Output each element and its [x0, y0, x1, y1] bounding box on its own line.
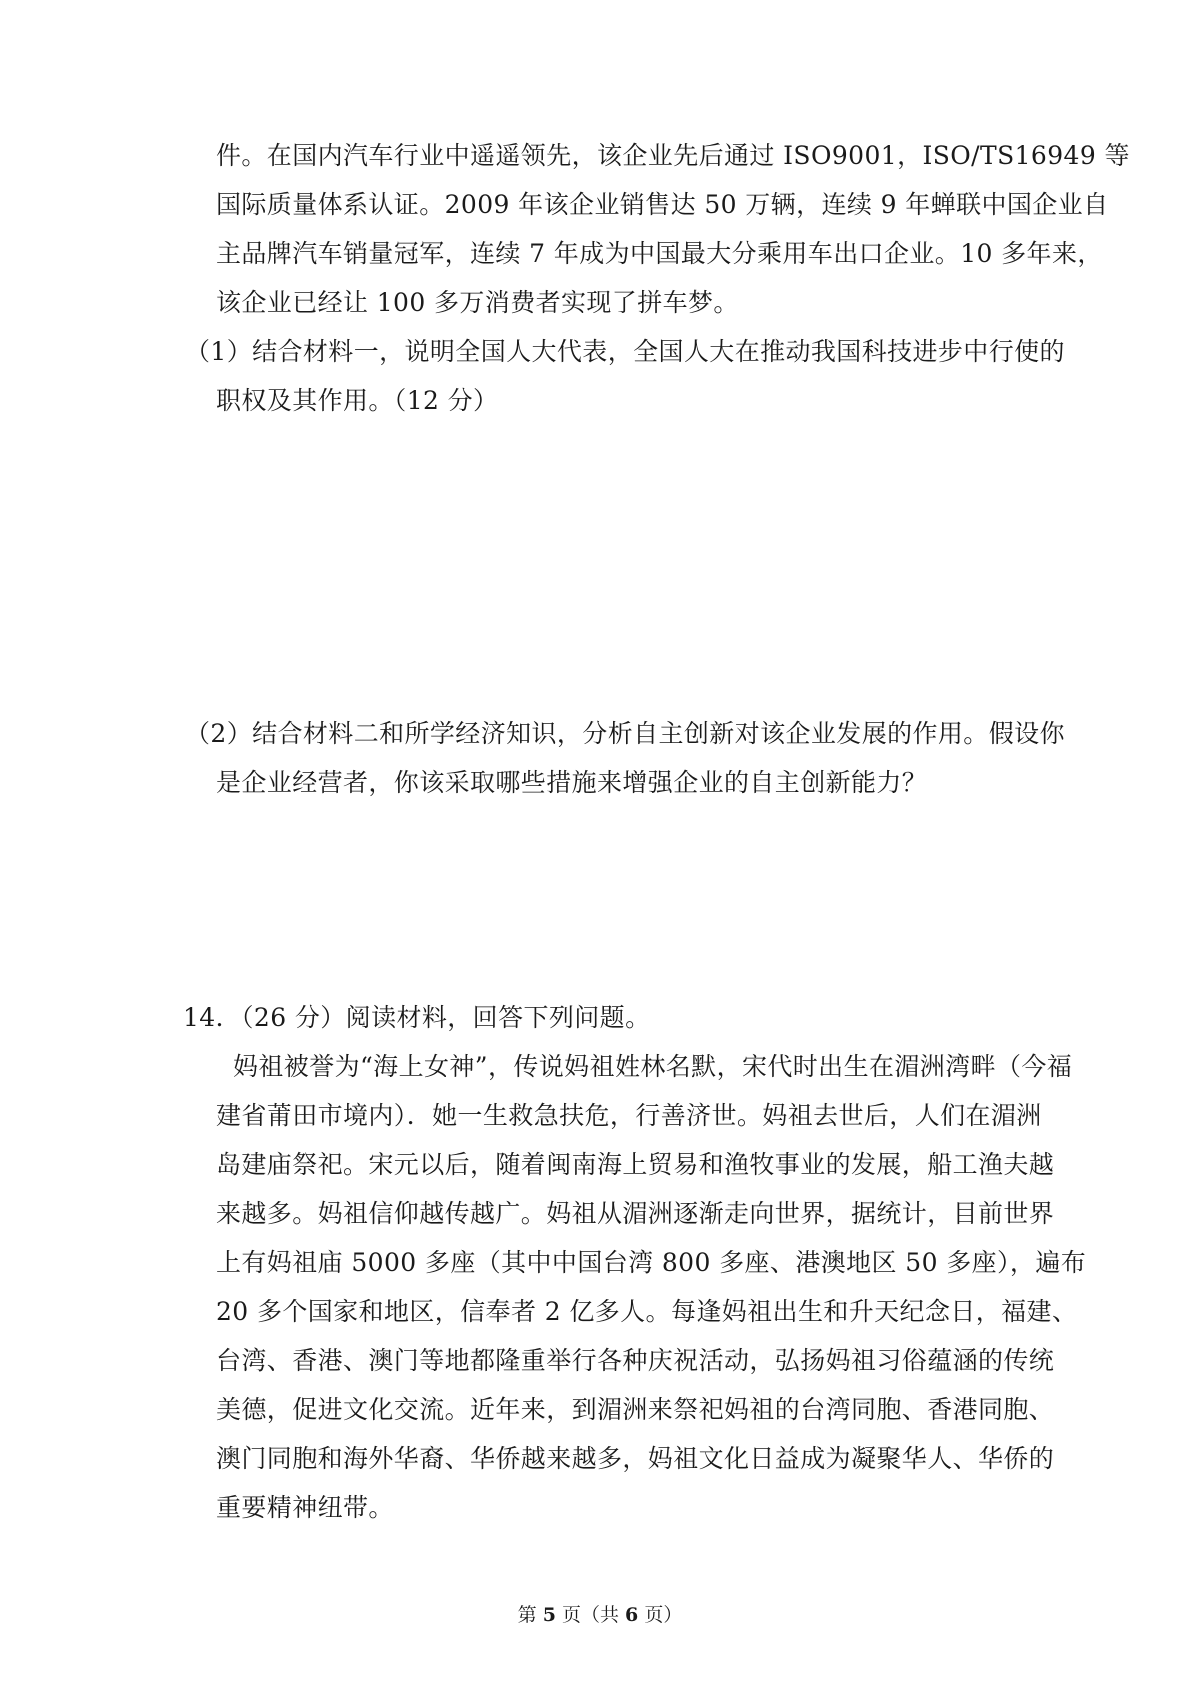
material2-line-1: 件。在国内汽车行业中遥遥领先，该企业先后通过 ISO9001，ISO/TS16949 等	[216, 141, 1130, 170]
material2-line-4: 该企业已经让 100 多万消费者实现了拼车梦。	[216, 288, 739, 317]
question-1-line-1: （1）结合材料一，说明全国人大代表，全国人大在推动我国科技进步中行使的	[185, 337, 1065, 366]
question-14-header: 14．（26 分）阅读材料，回答下列问题。	[183, 1003, 651, 1032]
footer-prefix: 第	[517, 1604, 543, 1626]
question-14-material-line-2: 建省莆田市境内）．她一生救急扶危，行善济世。妈祖去世后，人们在湄洲	[216, 1101, 1042, 1130]
footer-page-total: 6	[625, 1604, 639, 1626]
question-14-material-line-4: 来越多。妈祖信仰越传越广。妈祖从湄洲逐渐走向世界，据统计，目前世界	[216, 1199, 1055, 1228]
page-footer	[0, 1603, 1200, 1627]
question-14-material-line-1: 妈祖被誉为“海上女神”，传说妈祖姓林名默，宋代时出生在湄洲湾畔（今福	[233, 1052, 1073, 1081]
material2-line-2: 国际质量体系认证。2009 年该企业销售达 50 万辆，连续 9 年蝉联中国企业自	[216, 190, 1109, 219]
question-14-material-line-3: 岛建庙祭祀。宋元以后，随着闽南海上贸易和渔牧事业的发展，船工渔夫越	[216, 1150, 1055, 1179]
footer-suffix: 页）	[638, 1604, 683, 1626]
question-14-material-line-7: 台湾、香港、澳门等地都隆重举行各种庆祝活动，弘扬妈祖习俗蕴涵的传统	[216, 1346, 1055, 1375]
question-14-material-line-6: 20 多个国家和地区，信奉者 2 亿多人。每逢妈祖出生和升天纪念日，福建、	[216, 1297, 1078, 1326]
question-2-line-2: 是企业经营者，你该采取哪些措施来增强企业的自主创新能力？	[216, 768, 928, 797]
question-14-material-line-9: 澳门同胞和海外华裔、华侨越来越多，妈祖文化日益成为凝聚华人、华侨的	[216, 1444, 1055, 1473]
question-14-material-line-10: 重要精神纽带。	[216, 1493, 394, 1522]
footer-middle: 页（共	[555, 1604, 626, 1626]
footer-page-current: 5	[542, 1604, 556, 1626]
material2-line-3: 主品牌汽车销量冠军，连续 7 年成为中国最大分乘用车出口企业。10 多年来，	[216, 239, 1103, 268]
question-2-line-1: （2）结合材料二和所学经济知识，分析自主创新对该企业发展的作用。假设你	[185, 719, 1065, 748]
question-14-material-line-8: 美德，促进文化交流。近年来，到湄洲来祭祀妈祖的台湾同胞、香港同胞、	[216, 1395, 1055, 1424]
question-1-line-2: 职权及其作用。（12 分）	[216, 386, 499, 415]
question-14-material-line-5: 上有妈祖庙 5000 多座（其中中国台湾 800 多座、港澳地区 50 多座），遍布	[216, 1248, 1087, 1277]
